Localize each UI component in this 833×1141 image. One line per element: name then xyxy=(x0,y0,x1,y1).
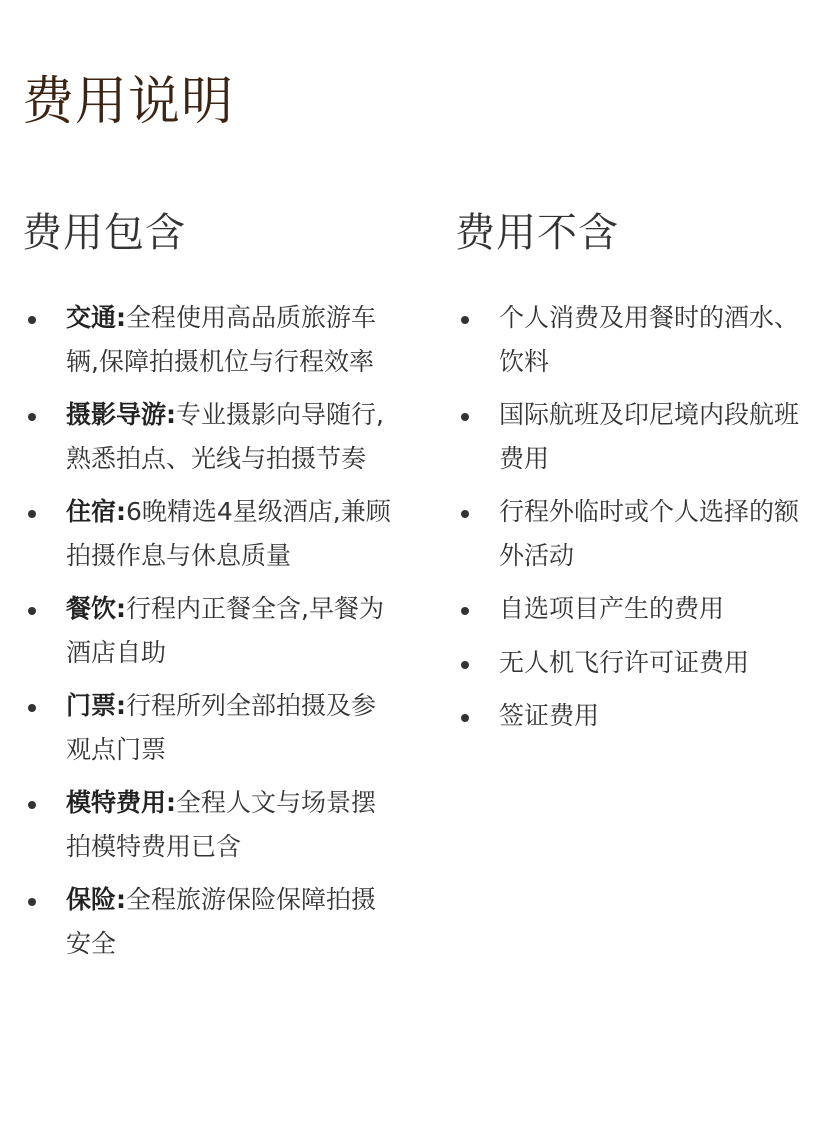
item-text: 全程使用高品质旅游车辆,保障拍摄机位与行程效率 xyxy=(66,303,377,376)
item-label: 保险: xyxy=(66,885,126,914)
list-item xyxy=(22,296,392,383)
item-text: 全程人文与场景摆拍模特费用已含 xyxy=(66,788,377,861)
excluded-list xyxy=(455,296,815,738)
list-item xyxy=(455,641,815,685)
bullet-icon xyxy=(28,316,36,324)
list-item xyxy=(455,587,815,631)
bullet-icon xyxy=(461,661,469,669)
bullet-icon xyxy=(461,607,469,615)
item-label: 住宿: xyxy=(66,497,126,526)
item-label: 摄影导游: xyxy=(66,400,176,429)
list-item xyxy=(22,587,392,674)
bullet-icon xyxy=(461,316,469,324)
list-item xyxy=(22,393,392,480)
bullet-icon xyxy=(461,714,469,722)
bullet-icon xyxy=(28,413,36,421)
item-text: 行程所列全部拍摄及参观点门票 xyxy=(66,691,377,764)
bullet-icon xyxy=(28,510,36,518)
item-label: 交通: xyxy=(66,303,126,332)
list-item xyxy=(455,694,815,738)
list-item xyxy=(455,490,815,577)
list-item xyxy=(22,490,392,577)
bullet-icon xyxy=(28,898,36,906)
item-text: 行程外临时或个人选择的额外活动 xyxy=(499,497,800,570)
list-item xyxy=(455,393,815,480)
included-title: 费用包含 xyxy=(22,210,186,256)
item-text: 专业摄影向导随行,熟悉拍点、光线与拍摄节奏 xyxy=(66,400,384,473)
item-text: 个人消费及用餐时的酒水、饮料 xyxy=(499,303,800,376)
page-title: 费用说明 xyxy=(22,72,235,132)
bullet-icon xyxy=(28,607,36,615)
list-item xyxy=(22,878,392,965)
list-item xyxy=(22,781,392,868)
item-text: 行程内正餐全含,早餐为酒店自助 xyxy=(66,594,384,667)
item-label: 餐饮: xyxy=(66,594,126,623)
excluded-title: 费用不含 xyxy=(455,210,619,256)
item-label: 模特费用: xyxy=(66,788,176,817)
bullet-icon xyxy=(28,704,36,712)
bullet-icon xyxy=(461,413,469,421)
item-text: 6晚精选4星级酒店,兼顾拍摄作息与休息质量 xyxy=(66,497,391,570)
item-text: 国际航班及印尼境内段航班费用 xyxy=(499,400,800,473)
list-item xyxy=(22,684,392,771)
list-item xyxy=(455,296,815,383)
included-section xyxy=(22,208,392,975)
item-text: 签证费用 xyxy=(499,701,600,730)
item-label: 门票: xyxy=(66,691,126,720)
excluded-section xyxy=(455,208,815,748)
item-text: 全程旅游保险保障拍摄安全 xyxy=(66,885,377,958)
item-text: 自选项目产生的费用 xyxy=(499,594,725,623)
bullet-icon xyxy=(28,801,36,809)
included-list xyxy=(22,296,392,965)
item-text: 无人机飞行许可证费用 xyxy=(499,647,750,677)
bullet-icon xyxy=(461,510,469,518)
